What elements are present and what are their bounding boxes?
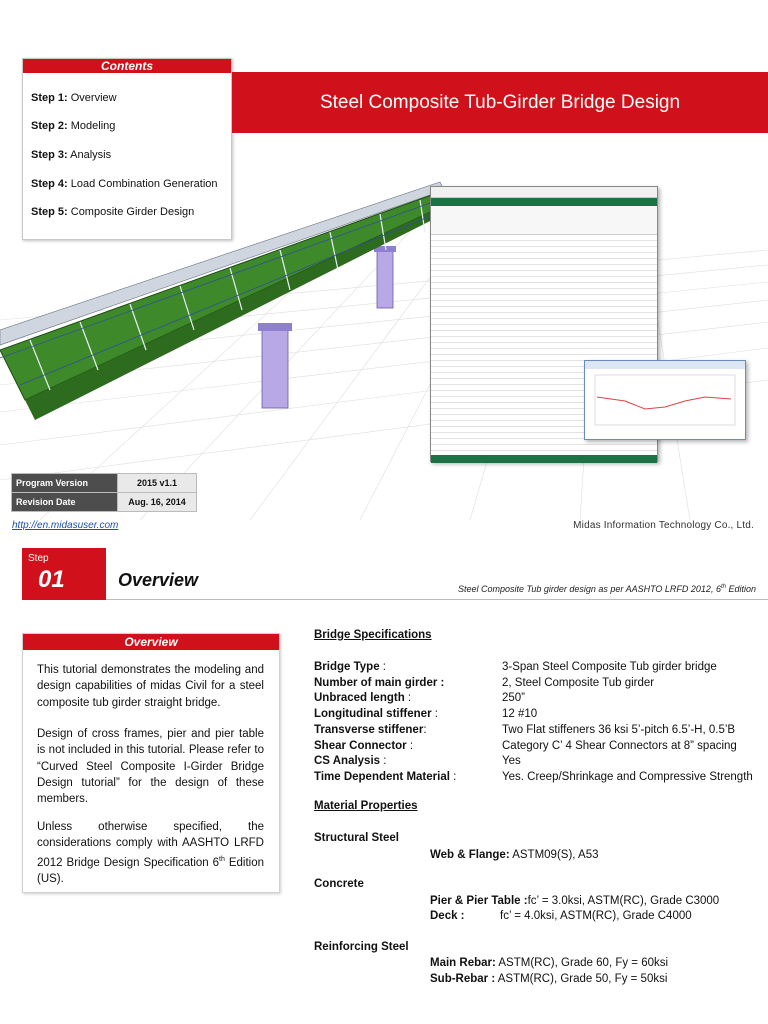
- chart-window-image: [584, 360, 746, 440]
- pier: [374, 246, 396, 308]
- overview-title: Overview: [23, 634, 279, 650]
- contents-title: Contents: [23, 59, 231, 73]
- spec-row: Longitudinal stiffener : 12 #10: [314, 708, 538, 720]
- step-divider: [106, 599, 768, 600]
- overview-paragraph-2: Design of cross frames, pier and pier table is not included in this tutorial. Please refer to “Curved Steel Composite I-Girder Bridge Design tutorial” for the design of these members.: [37, 728, 264, 806]
- step-subtitle: Steel Composite Tub girder design as per AASHTO LRFD 2012, 6th Edition: [457, 584, 756, 594]
- contents-step-5[interactable]: Step 5: Composite Girder Design: [31, 206, 195, 218]
- reinforcing-steel-heading: Reinforcing Steel: [314, 941, 409, 953]
- spec-row: CS Analysis : Yes: [314, 755, 521, 767]
- concrete-heading: Concrete: [314, 878, 364, 890]
- main-rebar-row: Main Rebar: ASTM(RC), Grade 60, Fy = 60ksi: [430, 957, 669, 969]
- spec-row: Unbraced length : 250”: [314, 692, 526, 704]
- company-name: Midas Information Technology Co., Ltd.: [573, 520, 754, 531]
- bridge-specs-title: Bridge Specifications: [314, 629, 432, 641]
- sub-rebar-row: Sub-Rebar : ASTM(RC), Grade 50, Fy = 50ksi: [430, 973, 668, 985]
- website-link[interactable]: http://en.midasuser.com: [12, 520, 119, 531]
- version-table: [11, 473, 197, 512]
- web-flange-row: Web & Flange: ASTM09(S), A53: [430, 849, 599, 861]
- overview-paragraph-1: This tutorial demonstrates the modeling and design capabilities of midas Civil for a steel composite tub girder straight bridge.: [37, 664, 264, 709]
- spec-row: Number of main girder : 2, Steel Composite Tub girder: [314, 677, 655, 689]
- step-number: 01: [38, 566, 65, 593]
- revision-date-value: Aug. 16, 2014: [118, 493, 197, 512]
- contents-step-1[interactable]: Step 1: Overview: [31, 92, 117, 104]
- overview-panel: [22, 633, 280, 893]
- structural-steel-heading: Structural Steel: [314, 832, 399, 844]
- step-title: Overview: [118, 570, 199, 590]
- deck-row: Deck : fc’ = 4.0ksi, ASTM(RC), Grade C4000: [430, 910, 692, 922]
- material-title: Material Properties: [314, 800, 418, 812]
- spec-row: Bridge Type : 3-Span Steel Composite Tub girder bridge: [314, 661, 717, 673]
- step-label: Step: [28, 553, 49, 564]
- pier-row: Pier & Pier Table :fc’ = 3.0ksi, ASTM(RC), Grade C3000: [430, 895, 720, 907]
- page-title: Steel Composite Tub-Girder Bridge Design: [319, 92, 681, 113]
- contents-step-2[interactable]: Step 2: Modeling: [31, 120, 116, 132]
- program-version-value: 2015 v1.1: [118, 474, 197, 493]
- spec-row: Time Dependent Material : Yes. Creep/Shrinkage and Compressive Strength: [314, 771, 753, 783]
- overview-paragraph-3: Unless otherwise specified, the considerations comply with AASHTO LRFD 2012 Bridge Design Specification 6th Edition (US).: [37, 821, 264, 885]
- contents-step-3[interactable]: Step 3: Analysis: [31, 149, 112, 161]
- revision-date-label: Revision Date: [12, 493, 118, 512]
- contents-panel: [22, 58, 232, 240]
- pier: [258, 323, 292, 408]
- spec-row: Transverse stiffener: Two Flat stiffeners 36 ksi 5’-pitch 6.5’-H, 0.5’B: [314, 724, 736, 736]
- spec-row: Shear Connector : Category C’ 4 Shear Connectors at 8” spacing: [314, 740, 737, 752]
- contents-step-4[interactable]: Step 4: Load Combination Generation: [31, 178, 218, 190]
- program-version-label: Program Version: [12, 474, 118, 493]
